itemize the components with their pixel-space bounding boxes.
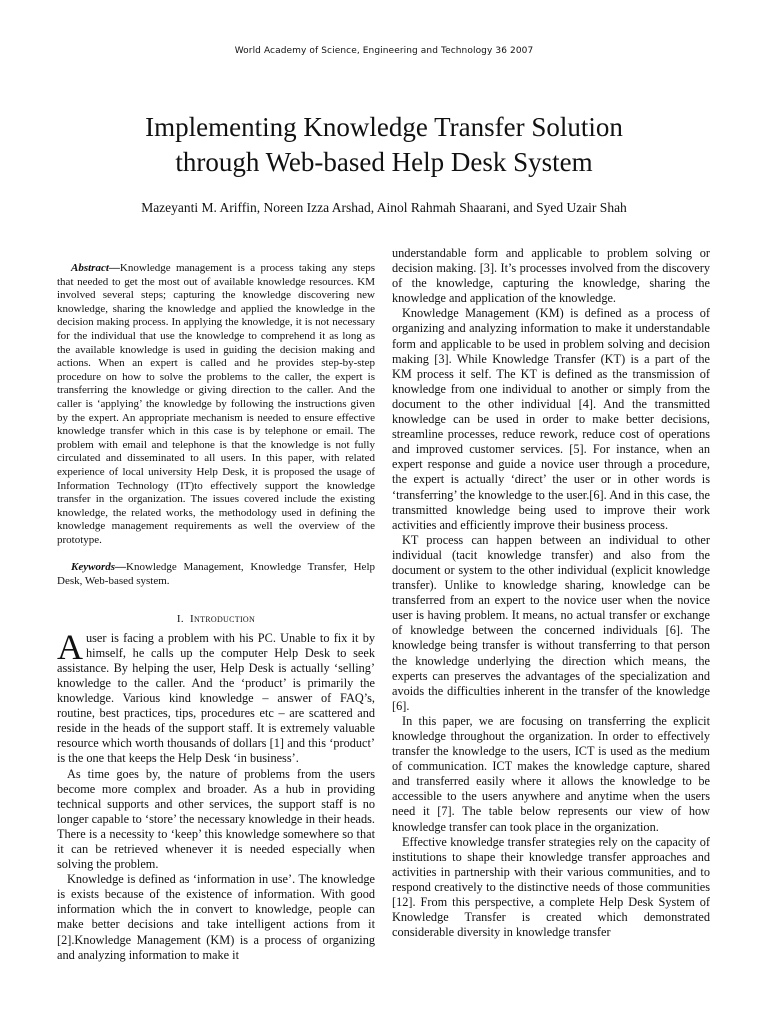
drop-cap: A: [57, 626, 83, 667]
abstract-text: Knowledge management is a process taking any steps that needed to get the most out of available knowledge resources. KM involved several steps; capturing the knowledge discovering new knowledge, sharing the knowledge and applied the knowledge in the decision making process. In applying the knowledge, it is not necessary for the individual that use the knowledge to comprehend it as long as the available knowledge is used in guiding the decision making and actions. When an expert is called and he provides step-by-step procedure on how to solve the problems to the caller, the expert is transferring the knowledge or giving direction to the caller. And the caller is ‘applying’ the knowledge by following the instructions given by the expert. An appropriate mechanism is needed to ensure effective knowledge transfer which in this case is by telephone or email. The problem with email and telephone is that the knowledge is not fully circulated and disseminated to all users. In this paper, with related experience of local university Help Desk, it is proposed the usage of Information Technology (IT)to effectively support the knowledge transfer in the organization. The issues covered include the existing knowledge, the related works, the methodology used in defining the knowledge management requirements as well the overview of the prototype.: [57, 262, 375, 546]
right-paragraph-5: Effective knowledge transfer strategies rely on the capacity of institutions to shape their knowledge transfer approaches and activities in partnership with their various communities, and to respond creatively to the distinctive needs of those communities [12]. From this perspective, a complete Help Desk System of Knowledge Transfer is created which demonstrated considerable diversity in knowledge transfer: [392, 834, 710, 940]
abstract-dash: —: [108, 262, 120, 274]
section-heading-introduction: [57, 613, 375, 625]
right-paragraph-4: In this paper, we are focusing on transferring the explicit knowledge throughout the organization. In order to effectively transfer the knowledge to the users, ICT is used as the medium of communication. ICT makes the knowledge capture, shared and transferred easily where it allows the knowledge to be accessible to the users anywhere and anytime when the users need it [7]. The table below represents our view of how knowledge transfer can took place in the organization.: [392, 713, 710, 834]
title-line-1: Implementing Knowledge Transfer Solution: [145, 112, 623, 142]
section-title: Introduction: [190, 612, 256, 625]
paper-title: [60, 110, 708, 180]
intro-paragraph-3: Knowledge is defined as ‘information in use’. The knowledge is exists because of the existence of information. With good information which the in convert to knowledge, people can make better decisions and take intelligent actions from it [2].Knowledge Management (KM) is a process of organizing and analyzing information to make it: [57, 872, 375, 962]
right-paragraph-3: KT process can happen between an individual to other individual (tacit knowledge transfer) and also from the document or system to the other individual (explicit knowledge transfer). Unlike to knowledge sharing, knowledge can be transferred from an expert to the novice user when the novice user is having problem. It means, no actual transfer or exchange of knowledge between the concerned individuals [6]. The knowledge being transfer is without transferring to that person the knowledge underlying the direction which means, the experts can preserves the advantages of the specialization and avoids the difficulties inherent in the transfer of the knowledge [6].: [392, 532, 710, 713]
right-column: [392, 246, 710, 940]
keywords-dash: —: [115, 561, 126, 574]
keywords-label: Keywords: [71, 561, 115, 574]
keywords: [57, 561, 375, 588]
right-paragraph-1: understandable form and applicable to problem solving or decision making. [3]. It’s processes involved from the discovery of the knowledge, capturing the knowledge, sharing the knowledge and application of the knowledge.: [392, 246, 710, 306]
keywords-text: Knowledge Management, Knowledge Transfer, Help Desk, Web-based system.: [57, 561, 375, 588]
abstract: [57, 262, 375, 547]
journal-header: World Academy of Science, Engineering and Technology 36 2007: [234, 46, 534, 56]
author-list: Mazeyanti M. Ariffin, Noreen Izza Arshad, Ainol Rahmah Shaarani, and Syed Uzair Shah: [141, 200, 627, 215]
intro-paragraph-1: [57, 626, 375, 767]
abstract-label: Abstract: [71, 262, 109, 274]
intro-paragraph-2: As time goes by, the nature of problems from the users become more complex and broader. As a hub in providing technical supports and other services, the support staff is no longer capable to ‘store’ the necessary knowledge in their heads. There is a necessity to ‘keep’ this knowledge somewhere so that it can be retrieved whenever it is needed especially when solving the problem.: [57, 766, 375, 872]
section-number: I.: [176, 612, 184, 625]
intro-paragraph-1-text: user is facing a problem with his PC. Unable to fix it by himself, he calls up the computer Help Desk to seek assistance. By helping the user, Help Desk is actually ‘selling’ knowledge to the caller. And the ‘product’ is primarily the knowledge. Various kind knowledge – answer of FAQ’s, routine, best practices, tips, procedures etc – are scattered and reside in the heads of the support staff. It is extremely valuable resource which worth thousands of dollars [1] and this ‘product’ is the one that keeps the Help Desk ‘in business’.: [57, 630, 375, 766]
right-paragraph-2: Knowledge Management (KM) is defined as a process of organizing and analyzing information to make it understandable form and applicable to be used in problem solving and decision making [3]. While Knowledge Transfer (KT) is a part of the KM process it self. The KT is defined as the transmission of knowledge from one individual to another or simply from the document to the other individual [4]. And the transmitted knowledge can be used in order to make better decisions, streamline processes, reduce rework, reduce cost of operations and improved customer services. [5]. For instance, when an expert response and guide a novice user through a procedure, the expert is actually ‘direct’ the user or in other words is ‘transferring’ the knowledge to the user.[6]. And in this case, the transmitted knowledge being used to improve their work activities and efficiently improve their business process.: [392, 306, 710, 532]
left-column: [57, 262, 375, 963]
title-line-2: through Web-based Help Desk System: [175, 147, 593, 177]
